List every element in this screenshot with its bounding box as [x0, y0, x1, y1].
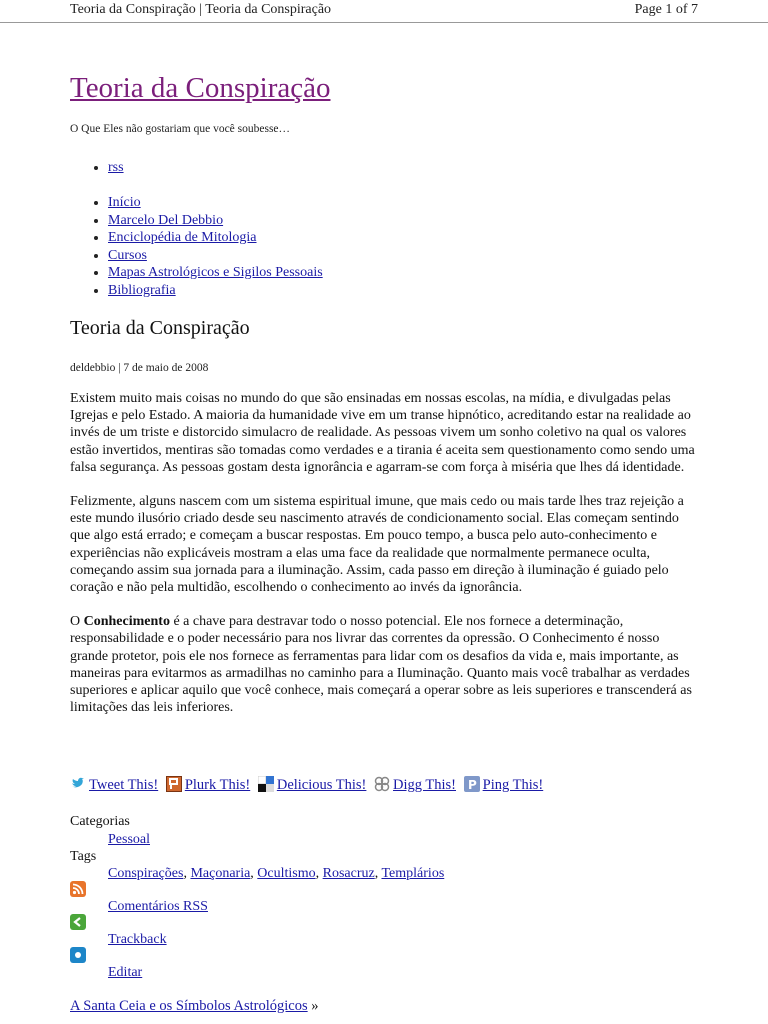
- nav-item-enciclopedia: [108, 229, 323, 247]
- twitter-bird-icon: [70, 776, 86, 792]
- rss-feed-icon: [70, 881, 86, 897]
- site-tagline: O Que Eles não gostariam que você soubesse…: [70, 123, 291, 135]
- tag-link-ocultismo[interactable]: Ocultismo: [257, 866, 316, 881]
- comments-rss-entry: [108, 898, 208, 915]
- paragraph-3-rest: é a chave para destravar todo o nosso potencial. Ele nos fornece a determinação, responsabilidade e o poder necessário para nos livrar das correntes da opressão. O Conhecimento é nosso grande protetor, pois ele nos fornece as ferramentas para lidar com os desafios da vida e, mais importante, as maneiras para evitarmos as armadilhas no caminho para a Iluminação. Quanto mais você trabalhar as verdades superiores e aplicar aquilo que você conhece, mais começará a operar sobre as leis superiores e transcenderá as limitações das leis inferiores.: [70, 614, 692, 716]
- nav-item-bibliografia: [108, 282, 323, 300]
- categories-label: Categorias: [70, 814, 130, 829]
- post-title: Teoria da Conspiração: [70, 317, 250, 339]
- trackback-link[interactable]: Trackback: [108, 932, 167, 947]
- print-header: [70, 0, 698, 22]
- rss-item: [108, 159, 124, 177]
- digg-icon: [374, 776, 390, 792]
- previous-post-arrow: »: [311, 998, 319, 1014]
- rss-link[interactable]: rss: [108, 160, 124, 175]
- tag-link-templarios[interactable]: Templários: [381, 866, 445, 881]
- plurk-share[interactable]: [166, 777, 254, 793]
- svg-text:P: P: [467, 778, 477, 792]
- header-divider: [0, 22, 768, 23]
- previous-post-link[interactable]: A Santa Ceia e os Símbolos Astrológicos: [70, 998, 308, 1014]
- post-content: [70, 390, 700, 733]
- page-number: Page 1 of 7: [634, 2, 698, 17]
- tag-link-conspiracoes[interactable]: Conspirações: [108, 866, 184, 881]
- previous-post: [70, 998, 319, 1015]
- main-navigation: [70, 194, 323, 299]
- post-paragraph-3: [70, 613, 700, 716]
- tags-label: Tags: [70, 849, 97, 864]
- ping-icon: [464, 776, 480, 792]
- plurk-icon: [166, 776, 182, 792]
- nav-link-marcelo[interactable]: Marcelo Del Debbio: [108, 212, 224, 228]
- nav-item-mapas: [108, 264, 323, 282]
- ping-link[interactable]: Ping This!: [482, 777, 544, 793]
- post-paragraph-2: Felizmente, alguns nascem com um sistema espiritual imune, que mais cedo ou mais tarde lhes traz rejeição a este mundo ilusório criado desde seu nascimento através de condicionamento social. Elas começam sentindo que algo está errado; e começam a buscar respostas. Em pouco tempo, a busca pelo auto-conhecimento e experiências não explicáveis mostram a elas uma face da realidade que normalmente permanece oculta, começando assim sua jornada para a iluminação. Assim, cada passo em direção à iluminação é guiado pelo coração e não pela multidão, escolhendo o conhecimento ao invés da ignorância.: [70, 494, 684, 596]
- plurk-link[interactable]: Plurk This!: [184, 777, 251, 793]
- tag-link-rosacruz[interactable]: Rosacruz: [322, 866, 375, 881]
- share-bar: [70, 774, 547, 796]
- tweet-link[interactable]: Tweet This!: [89, 777, 159, 793]
- edit-link[interactable]: Editar: [108, 965, 143, 980]
- tag-list: Conspirações, Maçonaria, Ocultismo, Rosacruz, Templários: [108, 866, 445, 881]
- edit-entry: [108, 964, 142, 981]
- digg-link[interactable]: Digg This!: [393, 777, 456, 793]
- rss-list: [70, 159, 124, 177]
- trackback-entry: [108, 931, 167, 948]
- nav-link-cursos[interactable]: Cursos: [108, 247, 147, 263]
- nav-link-enciclopedia[interactable]: Enciclopédia de Mitologia: [108, 230, 257, 245]
- nav-item-marcelo: [108, 212, 323, 230]
- tweet-share[interactable]: [70, 777, 162, 793]
- site-title: [70, 70, 330, 106]
- delicious-share[interactable]: [258, 777, 370, 793]
- paragraph-3-bold: Conhecimento: [83, 614, 170, 630]
- site-title-link[interactable]: Teoria da Conspiração: [70, 72, 331, 104]
- nav-link-mapas[interactable]: Mapas Astrológicos e Sigilos Pessoais: [108, 265, 323, 280]
- trackback-icon: [70, 914, 86, 930]
- category-link-pessoal[interactable]: Pessoal: [108, 832, 150, 847]
- post-paragraph-1: Existem muito mais coisas no mundo do que são ensinadas em nossas escolas, na mídia, e divulgadas pelas Igrejas e pelo Estado. A maioria da humanidade vive em um transe hipnótico, acreditando estar na realidade ao invés de um triste e distorcido simulacro de realidade. As pessoas vivem um sonho coletivo na qual os valores estão invertidos, mentiras são tomadas como verdades e a tirania é aceita sem questionamento como sendo uma falsa segurança. As pessoas gostam desta ignorância e agarram-se com força à miséria que lhes dá identidade.: [70, 391, 695, 475]
- nav-link-inicio[interactable]: Início: [108, 195, 141, 210]
- post-meta: deldebbio | 7 de maio de 2008: [70, 362, 209, 374]
- ping-share[interactable]: [464, 777, 544, 793]
- paragraph-3-start: O: [70, 614, 84, 630]
- digg-share[interactable]: [374, 777, 460, 793]
- nav-link-bibliografia[interactable]: Bibliografia: [108, 282, 176, 298]
- tag-link-maconaria[interactable]: Maçonaria: [190, 866, 251, 881]
- delicious-icon: [258, 776, 274, 792]
- comments-rss-link[interactable]: Comentários RSS: [108, 899, 208, 914]
- nav-item-inicio: [108, 194, 323, 212]
- document-title: Teoria da Conspiração | Teoria da Conspiração: [70, 2, 332, 17]
- nav-item-cursos: [108, 247, 323, 265]
- category-entry: [108, 831, 150, 848]
- edit-icon: [70, 947, 86, 963]
- delicious-link[interactable]: Delicious This!: [276, 777, 367, 793]
